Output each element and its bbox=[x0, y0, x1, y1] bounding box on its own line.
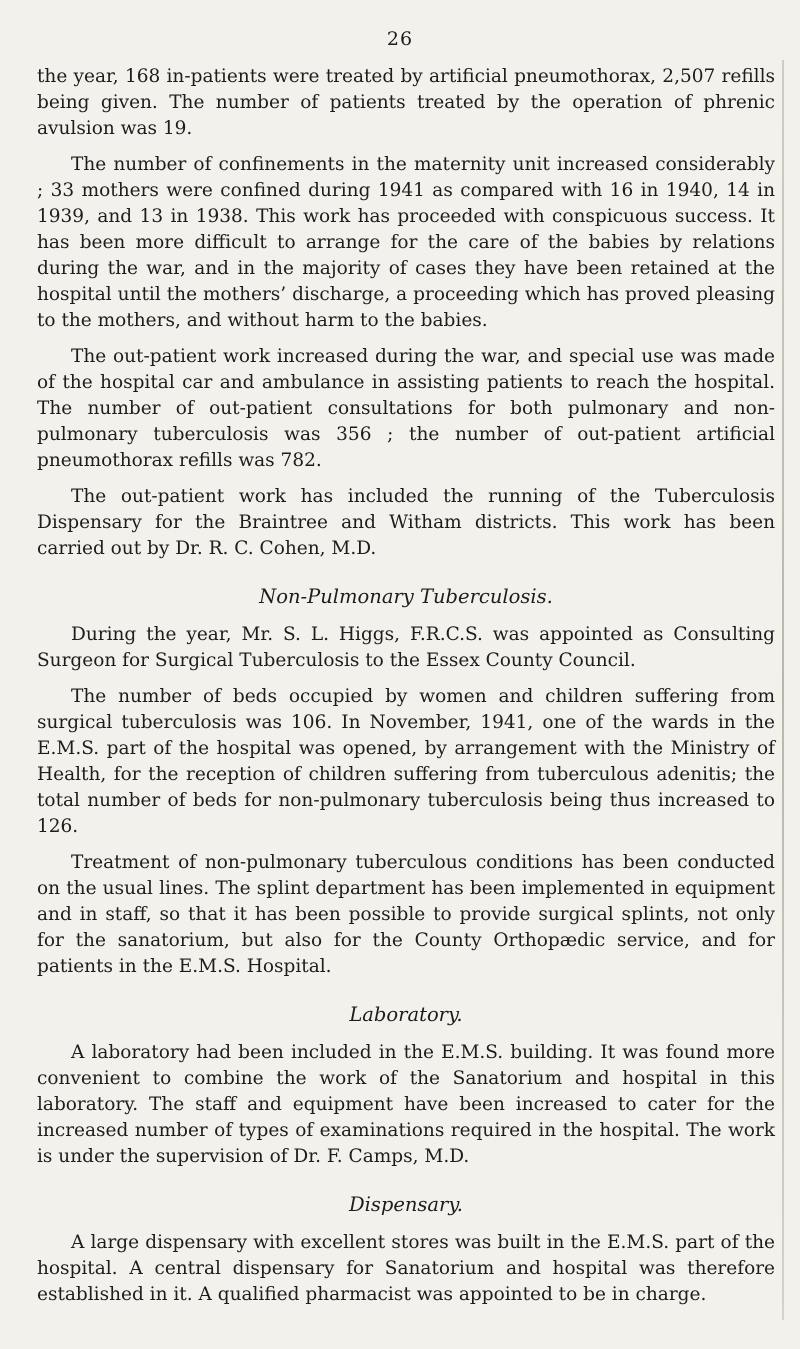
paragraph-dispensary: A large dispensary with excellent stores was built in the E.M.S. part of the hospital. A central dispensary for Sanatorium and hospital was therefore established in it. A qualified pharmacist was appointed to be in charge. bbox=[37, 1232, 775, 1305]
paragraph-out-patient: The out-patient work increased during the war, and special use was made of the hospital car and ambulance in assisting patients to reach the hospital. The number of out-patient consultations for both pulmonary and non-pulmonary tuberculosis was 356 ; the number of out-patient artificial pneumothorax refills was 782. bbox=[37, 346, 775, 471]
paragraph-dispensary-districts: The out-patient work has included the running of the Tuberculosis Dispensary for the Braintree and Witham districts. This work has been carried out by Dr. R. C. Cohen, M.D. bbox=[37, 486, 775, 559]
paragraph-maternity: The number of confinements in the maternity unit increased considerably ; 33 mothers were confined during 1941 as compared with 16 in 1940, 14 in 1939, and 13 in 1938. This work has proceeded with conspicuous success. It has been more difficult to arrange for the care of the babies by relations during the war, and in the majority of cases they have been retained at the hospital until the mothers’ discharge, a proceeding which has proved pleasing to the mothers, and without harm to the babies. bbox=[37, 154, 775, 331]
page-edge-divider bbox=[782, 60, 784, 1320]
heading-dispensary: Dispensary. bbox=[348, 1193, 464, 1216]
page-body bbox=[37, 64, 775, 1318]
paragraph-continuation: the year, 168 in-patients were treated by artificial pneumothorax, 2,507 refills being given. The number of patients treated by the operation of phrenic avulsion was 19. bbox=[37, 66, 775, 139]
paragraph-consulting-surgeon: During the year, Mr. S. L. Higgs, F.R.C.S. was appointed as Consulting Surgeon for Surgical Tuberculosis to the Essex County Council. bbox=[37, 624, 775, 671]
paragraph-laboratory: A laboratory had been included in the E.M.S. building. It was found more convenient to combine the work of the Sanatorium and hospital in this laboratory. The staff and equipment have been increased to cater for the increased number of types of examinations required in the hospital. The work is under the supervision of Dr. F. Camps, M.D. bbox=[37, 1042, 775, 1167]
page-number: 26 bbox=[386, 28, 414, 50]
heading-non-pulmonary: Non-Pulmonary Tuberculosis. bbox=[259, 585, 553, 608]
paragraph-treatment: Treatment of non-pulmonary tuberculous conditions has been conducted on the usual lines. The splint department has been implemented in equipment and in staff, so that it has been possible to provide surgical splints, not only for the sanatorium, but also for the County Orthopædic service, and for patients in the E.M.S. Hospital. bbox=[37, 852, 775, 977]
paragraph-beds: The number of beds occupied by women and children suffering from surgical tuberculosis was 106. In November, 1941, one of the wards in the E.M.S. part of the hospital was opened, by arrangement with the Ministry of Health, for the reception of children suffering from tuberculous adenitis; the total number of beds for non-pulmonary tuberculosis being thus increased to 126. bbox=[37, 686, 775, 837]
heading-laboratory: Laboratory. bbox=[349, 1003, 463, 1026]
